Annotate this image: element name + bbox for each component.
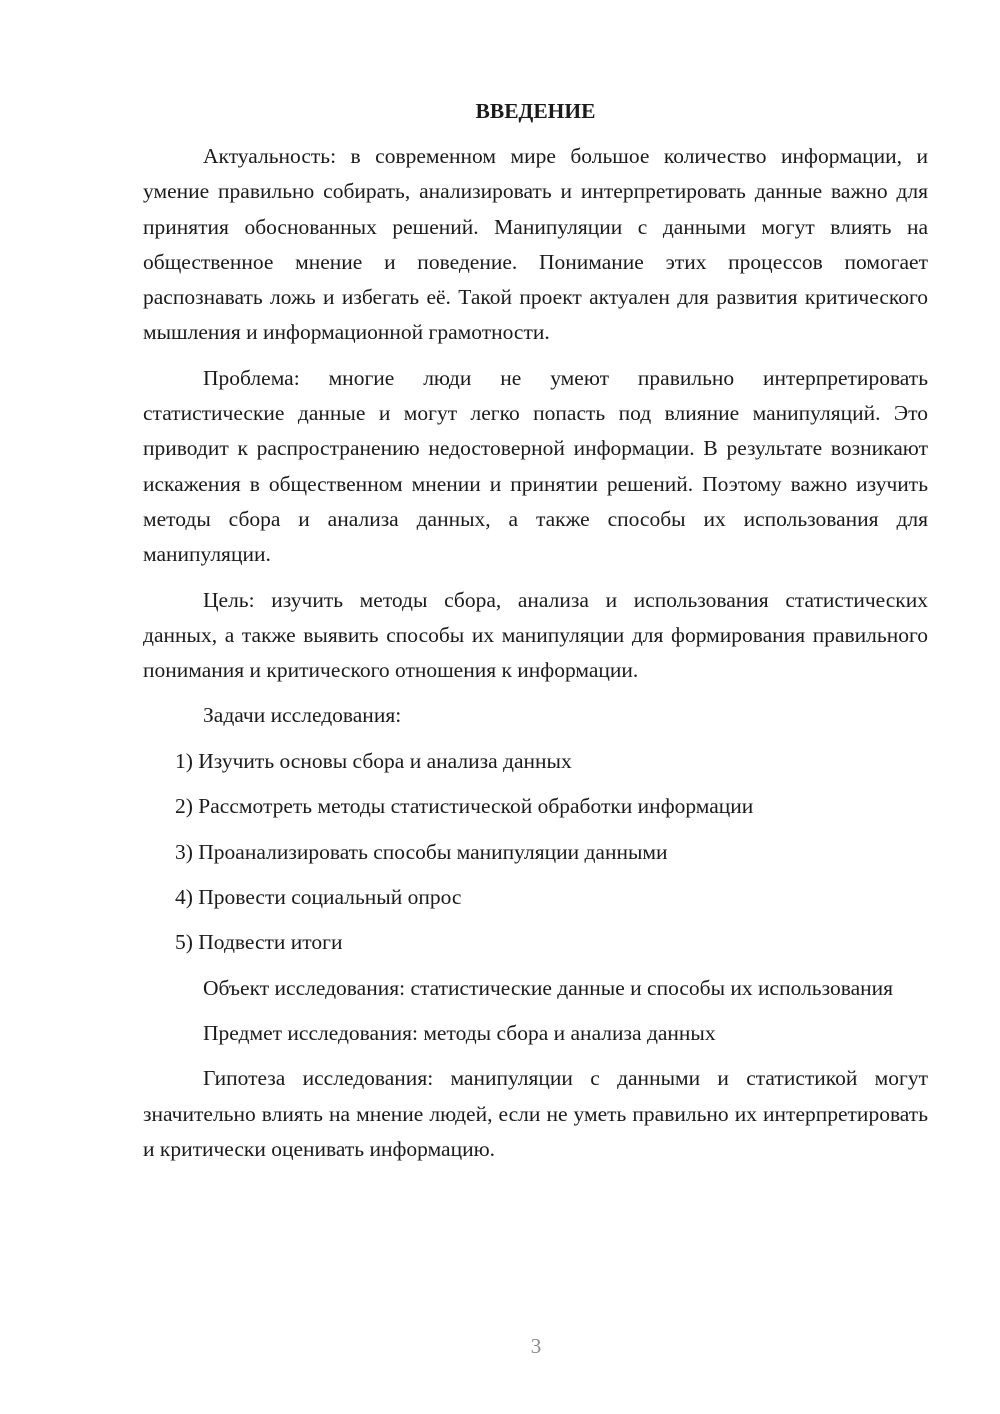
list-item: 1) Изучить основы сбора и анализа данных <box>175 748 572 773</box>
tasks-list <box>143 744 928 961</box>
page-number: 3 <box>530 1334 542 1358</box>
list-item: 2) Рассмотреть методы статистической обработки информации <box>175 794 754 819</box>
list-item: 3) Проанализировать способы манипуляции данными <box>175 839 668 864</box>
object-paragraph: Объект исследования: статистические данные и способы их использования <box>203 975 894 1000</box>
subject-paragraph: Предмет исследования: методы сбора и анализа данных <box>203 1021 716 1045</box>
relevance-paragraph: Актуальность: в современном мире большое количество информации, и умение правильно собирать, анализировать и интерпретировать данные важно для принятия обоснованных решений. Манипуляции с данными могут влиять на общественное мнение и поведение. Понимание этих процессов помогает распознавать ложь и избегать её. Такой проект актуален для развития критического мышления и информационной грамотности. <box>143 144 928 345</box>
problem-paragraph: Проблема: многие люди не умеют правильно интерпретировать статистические данные и могут легко попасть под влияние манипуляций. Это приводит к распространению недостоверной информации. В результате возникают искажения в общественном мнении и принятии решений. Поэтому важно изучить методы сбора и анализа данных, а также способы их использования для манипуляции. <box>143 365 928 567</box>
hypothesis-paragraph: Гипотеза исследования: манипуляции с данными и статистикой могут значительно влиять на мнение людей, если не уметь правильно их интерпретировать и критически оценивать информацию. <box>143 1066 928 1161</box>
goal-paragraph: Цель: изучить методы сбора, анализа и использования статистических данных, а также выявить способы их манипуляции для формирования правильного понимания и критического отношения к информации. <box>143 587 928 683</box>
page-content <box>143 95 928 1177</box>
section-title: ВВЕДЕНИЕ <box>475 99 596 123</box>
tasks-heading: Задачи исследования: <box>203 703 402 728</box>
list-item: 4) Провести социальный опрос <box>175 884 462 909</box>
list-item: 5) Подвести итоги <box>175 930 343 955</box>
